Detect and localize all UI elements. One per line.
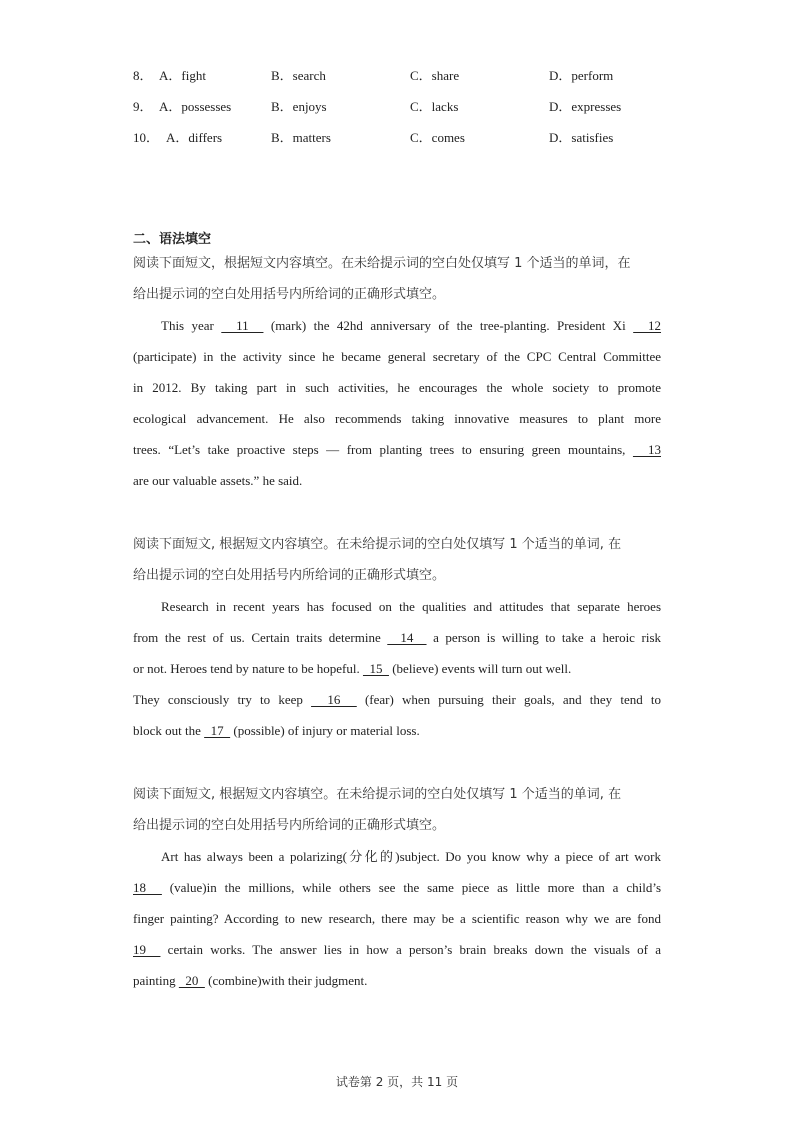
option-b: B．search	[271, 68, 326, 83]
text: (possible) of injury or material loss.	[230, 723, 420, 738]
blank-15[interactable]: 15	[362, 661, 389, 676]
option-b: B．enjoys	[271, 99, 327, 114]
option-c: C．share	[410, 68, 460, 83]
blank-19[interactable]: 19	[133, 942, 161, 957]
option-d: D．perform	[549, 68, 614, 83]
passage-3-line	[133, 878, 661, 898]
passage-1-line: ecological advancement. He also recommends taking innovative measures to plant more	[133, 411, 661, 426]
instruction-line: 阅读下面短文, 根据短文内容填空。在未给提示词的空白处仅填写 1 个适当的单词, 在	[133, 537, 622, 552]
option-c: C．comes	[410, 130, 465, 145]
blank-16[interactable]: 16	[311, 692, 357, 707]
passage-1-line: are our valuable assets.” he said.	[133, 473, 303, 488]
passage-2-line	[133, 659, 661, 679]
instruction-line: 给出提示词的空白处用括号内所给词的正确形式填空。	[133, 818, 446, 833]
passage-3-line: finger painting? According to new research, there may be a scientific reason why we are fond	[133, 911, 661, 926]
blank-13[interactable]: 13	[632, 442, 661, 457]
blank-20[interactable]: 20	[178, 973, 205, 988]
option-d: D．expresses	[549, 99, 622, 114]
text: This year	[161, 318, 222, 333]
option-row-9	[133, 97, 673, 117]
passage-2-line: Research in recent years has focused on the qualities and attitudes that separate heroes	[161, 599, 661, 614]
option-c: C．lacks	[410, 99, 459, 114]
instruction-line: 阅读下面短文, 根据短文内容填空。在未给提示词的空白处仅填写 1 个适当的单词, 在	[133, 787, 622, 802]
blank-18[interactable]: 18	[133, 880, 162, 895]
blank-14[interactable]: 14	[387, 630, 427, 645]
passage-2-line	[133, 690, 661, 710]
text: (combine)with their judgment.	[204, 973, 368, 988]
passage-1-line: in 2012. By taking part in such activities, he encourages the whole society to promote	[133, 380, 661, 395]
instruction-line: 阅读下面短文，根据短文内容填空。在未给提示词的空白处仅填写 1 个适当的单词，在	[133, 256, 631, 271]
instruction-line: 给出提示词的空白处用括号内所给词的正确形式填空。	[133, 568, 446, 583]
question-number: 10．	[133, 130, 160, 145]
blank-17[interactable]: 17	[204, 723, 231, 738]
text: (fear) when pursuing their goals, and they tend to	[356, 692, 662, 707]
text: block out the	[133, 723, 205, 738]
page-footer: 试卷第 2 页，共 11 页	[335, 1075, 459, 1089]
passage-2-line	[133, 628, 661, 648]
option-row-10	[133, 128, 673, 148]
section-title: 二、语法填空	[133, 232, 212, 247]
passage-3-line	[133, 940, 661, 960]
option-a: A．differs	[166, 130, 223, 145]
text: (mark) the 42hd anniversary of the tree-planting. President Xi	[263, 318, 634, 333]
text: a person is willing to take a heroic risk	[426, 630, 662, 645]
text: trees. “Let’s take proactive steps — from planting trees to ensuring green mountains,	[133, 442, 633, 457]
question-number: 9．	[133, 99, 153, 114]
option-a: A．fight	[159, 68, 206, 83]
text: from the rest of us. Certain traits determine	[133, 630, 388, 645]
passage-2-line	[133, 721, 661, 741]
passage-3-line	[133, 971, 661, 991]
option-row-8	[133, 66, 673, 86]
passage-3-line: Art has always been a polarizing(分化的)subject. Do you know why a piece of art work	[161, 849, 661, 864]
text: or not. Heroes tend by nature to be hopeful.	[133, 661, 363, 676]
text: (believe) events will turn out well.	[388, 661, 572, 676]
blank-11[interactable]: 11	[221, 318, 264, 333]
option-a: A．possesses	[159, 99, 232, 114]
question-number: 8．	[133, 68, 153, 83]
text: They consciously try to keep	[133, 692, 312, 707]
passage-1-line	[161, 316, 661, 336]
option-d: D．satisfies	[549, 130, 614, 145]
option-b: B．matters	[271, 130, 331, 145]
text: (value)in the millions, while others see the same piece as little more than a child’s	[161, 880, 662, 895]
passage-1-line: (participate) in the activity since he became general secretary of the CPC Central Committee	[133, 349, 661, 364]
text: painting	[133, 973, 179, 988]
text: certain works. The answer lies in how a person’s brain breaks down the visuals of a	[160, 942, 661, 957]
passage-1-line	[133, 440, 661, 460]
instruction-line: 给出提示词的空白处用括号内所给词的正确形式填空。	[133, 287, 446, 302]
blank-12[interactable]: 12	[633, 318, 662, 333]
